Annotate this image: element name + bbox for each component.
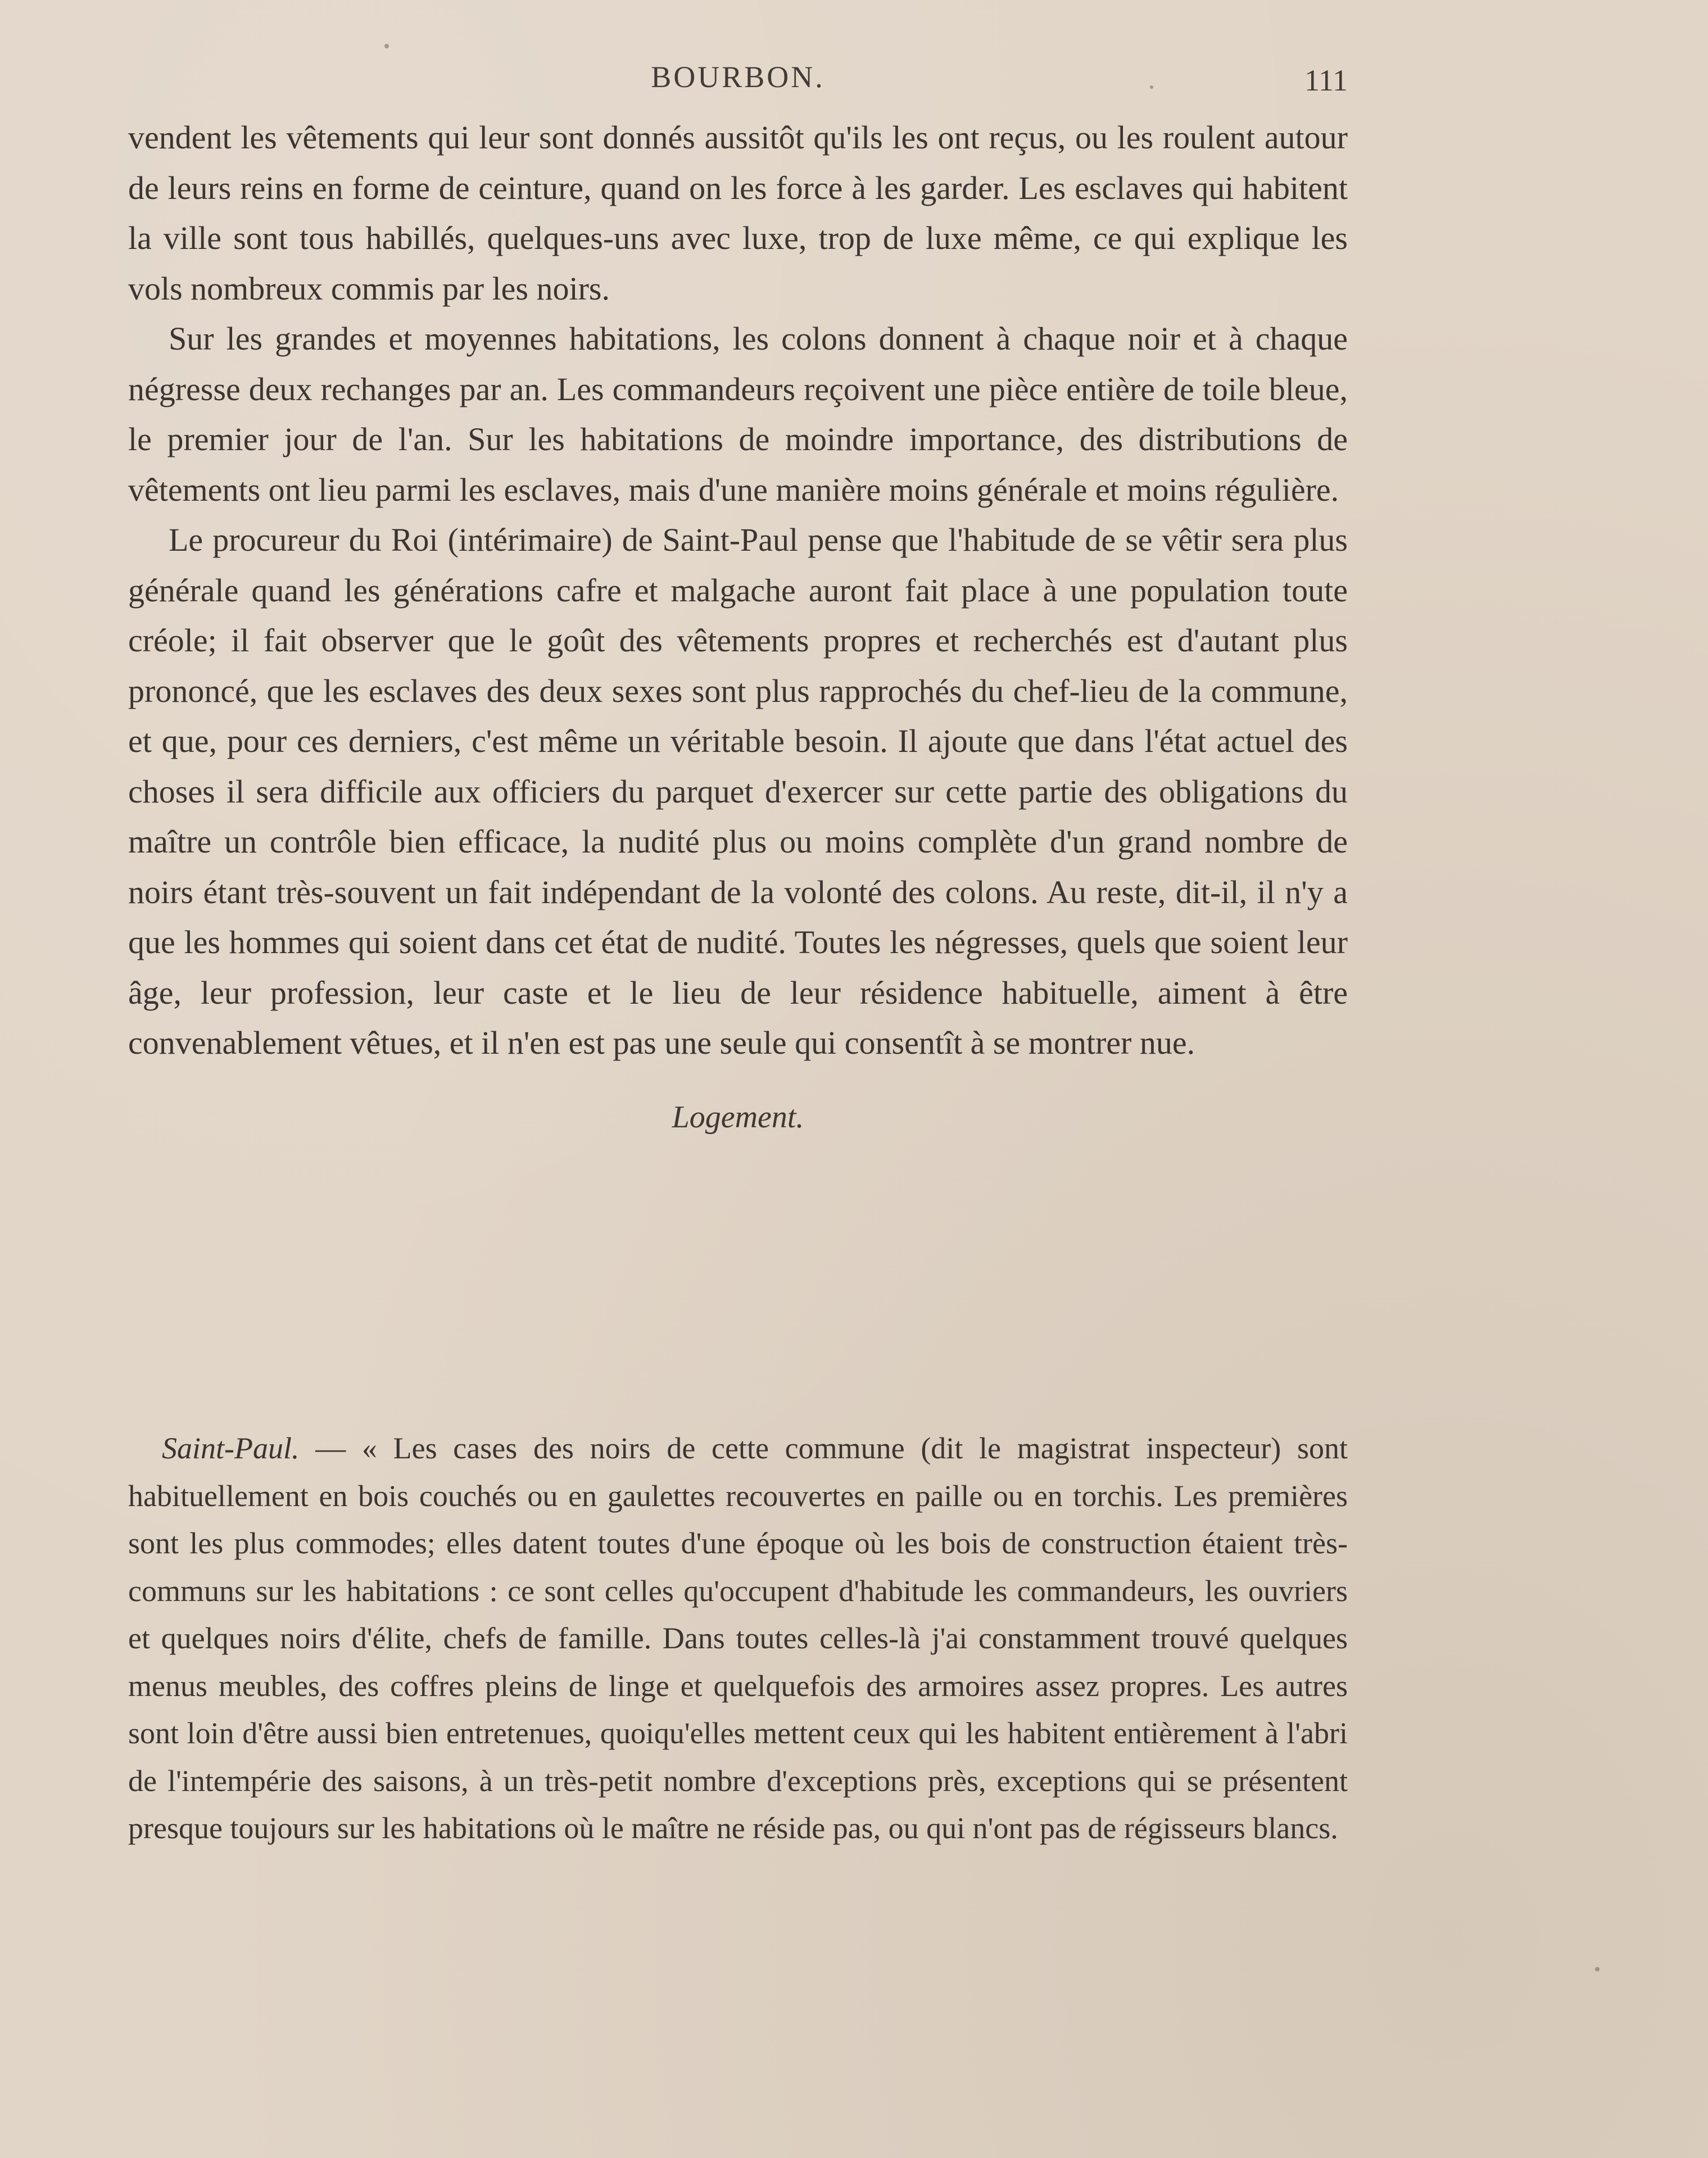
running-head xyxy=(128,54,1348,105)
section-heading: Logement. xyxy=(672,1099,804,1135)
quote-block xyxy=(128,1425,1348,1852)
paper-speck xyxy=(1150,85,1153,89)
paragraph-clothing-distribution: Sur les grandes et moyennes habitations, les colons donnent à chaque noir et à chaque négresse deux rechanges par an. Les commandeurs reçoivent une pièce entière de toile bleue, le premier jour de l'an. Sur les habitations de moindre importance, des distributions de vêtements ont lieu parmi les esclaves, mais d'une manière moins générale et moins régulière. xyxy=(128,320,1348,508)
body-text xyxy=(128,112,1348,1148)
quote-text: — « Les cases des noirs de cette commune (dit le magistrat inspecteur) sont habituellement en bois couchés ou en gaulettes recouvertes en paille ou en torchis. Les premières sont les plus commodes; elles datent toutes d'une époque où les bois de construction étaient très-communs sur les habitations : ce sont celles qu'occupent d'habitude les commandeurs, les ouvriers et quelques noirs d'élite, chefs de famille. Dans toutes celles-là j'ai constamment trouvé quelques menus meubles, des coffres pleins de linge et quelquefois des armoires assez propres. Les autres sont loin d'être aussi bien entretenues, quoiqu'elles mettent ceux qui les habitent entièrement à l'abri de l'intempérie des saisons, à un très-petit nombre d'exceptions près, exceptions qui se présentent presque toujours sur les habitations où le maître ne réside pas, ou qui n'ont pas de régisseurs blancs. xyxy=(128,1431,1348,1845)
running-title: BOURBON. xyxy=(651,60,825,94)
paragraph-procureur-report: Le procureur du Roi (intérimaire) de Saint-Paul pense que l'habitude de se vêtir sera plus générale quand les générations cafre et malgache auront fait place à une population toute créole; il fait observer que le goût des vêtements propres et recherchés est d'autant plus prononcé, que les esclaves des deux sexes sont plus rapprochés du chef-lieu de la commune, et que, pour ces derniers, c'est même un véritable besoin. Il ajoute que dans l'état actuel des choses il sera difficile aux officiers du parquet d'exercer sur cette partie des obligations du maître un contrôle bien efficace, la nudité plus ou moins complète d'un grand nombre de noirs étant très-souvent un fait indépendant de la volonté des colons. Au reste, dit-il, il n'y a que les hommes qui soient dans cet état de nudité. Toutes les négresses, quels que soient leur âge, leur profession, leur caste et le lieu de leur résidence habituelle, aiment à être convenablement vêtues, et il n'en est pas une seule qui consentît à se montrer nue. xyxy=(128,522,1348,1061)
page-number: 111 xyxy=(1304,64,1348,97)
paper-speck xyxy=(1595,1967,1600,1971)
paper-speck xyxy=(384,44,389,48)
quote-speaker: Saint-Paul. xyxy=(162,1431,300,1465)
quote-paragraph xyxy=(128,1425,1348,1852)
paragraph-continuation: vendent les vêtements qui leur sont donnés aussitôt qu'ils les ont reçus, ou les roulent autour de leurs reins en forme de ceinture, quand on les force à les garder. Les esclaves qui habitent la ville sont tous habillés, quelques-uns avec luxe, trop de luxe même, ce qui explique les vols nombreux commis par les noirs. xyxy=(128,119,1348,307)
